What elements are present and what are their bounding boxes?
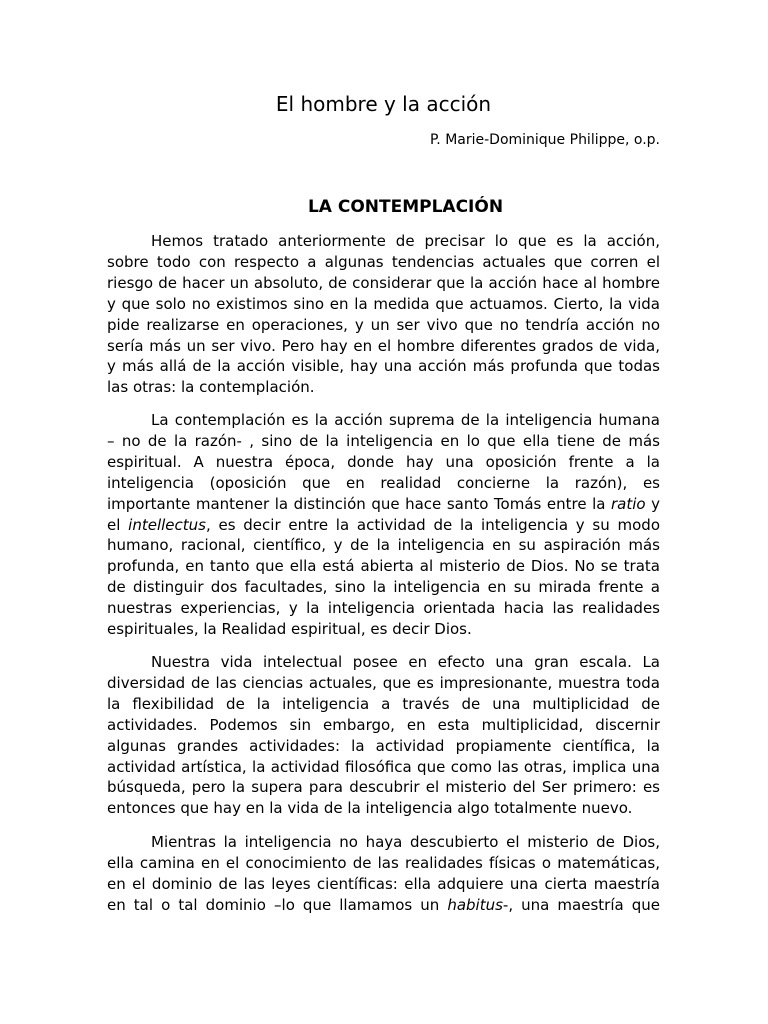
italic-term: intellectus: [128, 515, 206, 534]
document-title: El hombre y la acción: [275, 92, 492, 116]
text-line: La contemplación es la acción suprema de la inteligencia humana: [151, 411, 660, 429]
line-text: en tal o tal dominio –lo que llamamos un: [107, 895, 448, 914]
text-line: Hemos tratado anteriormente de precisar lo que es la acción,: [151, 232, 660, 250]
line-text: , es decir entre la actividad de la inteligencia y su modo: [205, 515, 660, 534]
text-line: sería más un ser vivo. Pero hay en el hombre diferentes grados de vida,: [107, 336, 660, 355]
text-line: diversidad de las ciencias actuales, que es impresionante, muestra toda: [107, 673, 660, 692]
paragraph: [107, 832, 660, 916]
italic-term: habitus: [447, 895, 503, 914]
text-line: humano, racional, científico, y de la inteligencia en su aspiración más: [107, 536, 660, 555]
text-line: de distinguir dos facultades, sino la inteligencia en su mirada frente a: [107, 578, 660, 597]
text-line: riesgo de hacer un absoluto, de considerar que la acción hace al hombre: [107, 273, 660, 292]
text-line: actividades. Podemos sin embargo, en esta multiplicidad, discernir: [107, 715, 660, 734]
text-line: [107, 515, 660, 536]
text-line: actividad artística, la actividad filosófica que como las otras, implica una: [107, 757, 660, 776]
text-line: y más allá de la acción visible, hay una acción más profunda que todas: [107, 357, 660, 376]
text-line: y que solo no existimos sino en la medida que actuamos. Cierto, la vida: [107, 294, 660, 313]
text-line: la flexibilidad de la inteligencia a través de una multiplicidad de: [107, 694, 660, 713]
text-line: sobre todo con respecto a algunas tendencias actuales que corren el: [107, 252, 660, 271]
text-line: nuestras experiencias, y la inteligencia orientada hacia las realidades: [107, 599, 660, 618]
text-line: búsqueda, pero la supera para descubrir el misterio del Ser primero: es: [107, 778, 660, 797]
text-line: Nuestra vida intelectual posee en efecto una gran escala. La: [151, 653, 660, 671]
section-heading: LA CONTEMPLACIÓN: [307, 197, 504, 217]
text-line: pide realizarse en operaciones, y un ser vivo que no tendría acción no: [107, 315, 660, 334]
text-line: [107, 895, 660, 916]
text-line: en el dominio de las leyes científicas: ella adquiere una cierta maestría: [107, 874, 660, 893]
line-text: y: [645, 494, 660, 513]
text-line: espirituales, la Realidad espiritual, es decir Dios.: [107, 620, 472, 639]
text-line: inteligencia (oposición que en realidad concierne la razón), es: [107, 473, 660, 492]
paragraph: [107, 231, 660, 398]
paragraph: [107, 410, 660, 640]
text-line: espiritual. A nuestra época, donde hay una oposición frente a la: [107, 452, 660, 471]
text-line: entonces que hay en la vida de la inteligencia algo totalmente nuevo.: [107, 799, 633, 818]
italic-term: ratio: [610, 494, 646, 513]
line-text: el: [107, 515, 129, 534]
text-line: profunda, en tanto que ella está abierta al misterio de Dios. No se trata: [107, 557, 660, 576]
text-line: ella camina en el conocimiento de las realidades físicas o matemáticas,: [107, 853, 660, 872]
text-line: Mientras la inteligencia no haya descubierto el misterio de Dios,: [151, 833, 660, 851]
line-text: importante mantener la distinción que hace santo Tomás entre la: [107, 494, 611, 513]
text-line: [107, 494, 660, 515]
paragraph: [107, 652, 660, 819]
text-line: las otras: la contemplación.: [107, 378, 315, 397]
document-author: P. Marie-Dominique Philippe, o.p.: [430, 132, 660, 148]
line-text: -, una maestría que: [502, 895, 661, 914]
text-line: algunas grandes actividades: la actividad propiamente científica, la: [107, 736, 660, 755]
text-line: – no de la razón- , sino de la inteligencia en lo que ella tiene de más: [107, 431, 660, 450]
